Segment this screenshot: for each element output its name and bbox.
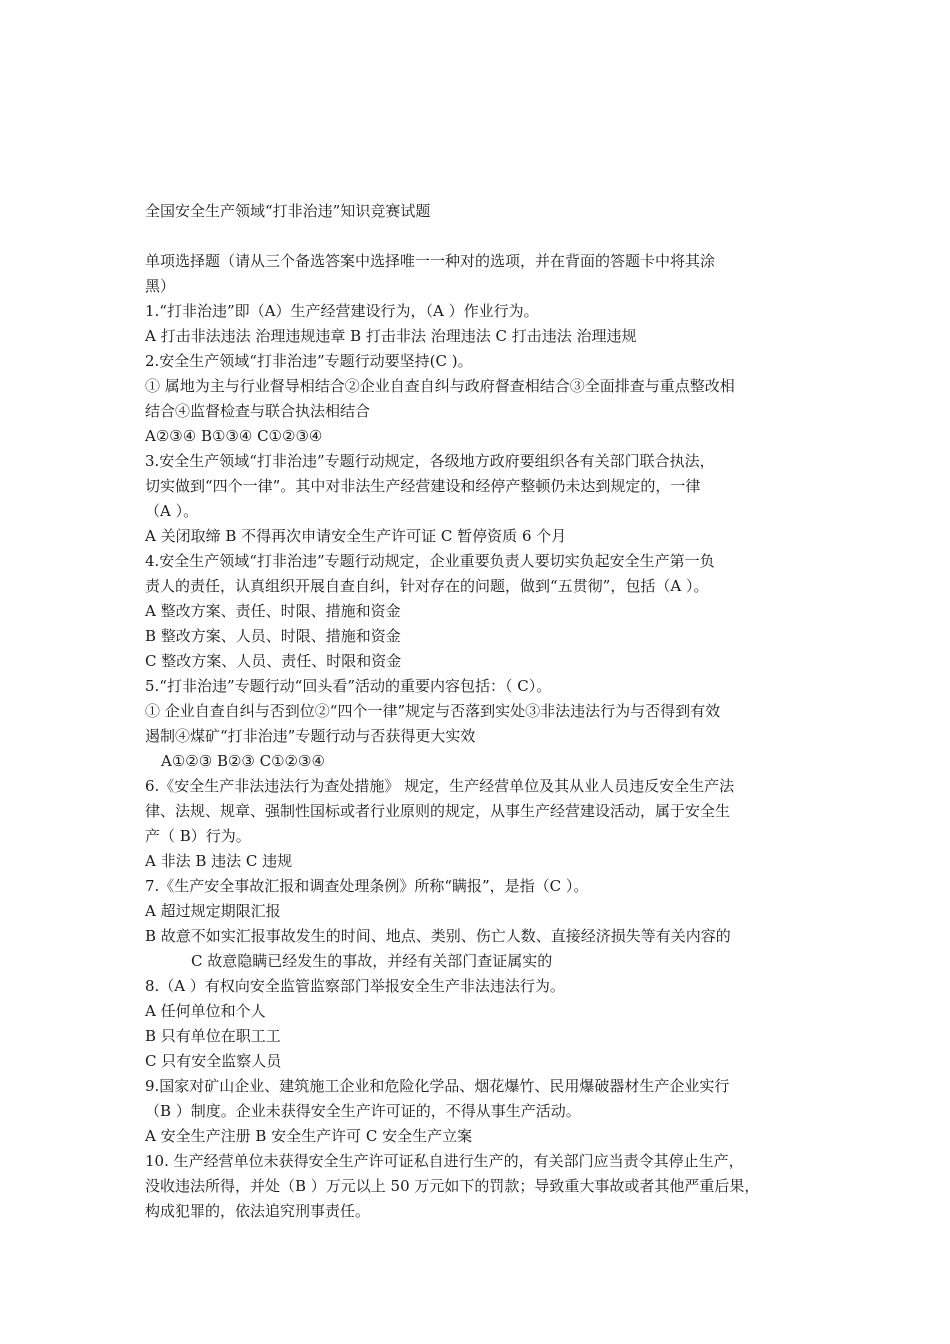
question-3-options: A 关闭取缔 B 不得再次申请安全生产许可证 C 暂停资质 6 个月 [145, 527, 567, 545]
question-10: 10. 生产经营单位未获得安全生产许可证私自进行生产的，有关部门应当责令其停止生产， [145, 1152, 744, 1170]
question-4-option: C 整改方案、人员、责任、时限和资金 [145, 652, 402, 670]
question-1: 1.“打非治违”即（A）生产经营建设行为，（A ）作业行为。 [145, 302, 539, 320]
question-4: 4.安全生产领域“打非治违”专题行动规定，企业重要负责人要切实负起安全生产第一负 [145, 552, 715, 570]
question-8-option: C 只有安全监察人员 [145, 1052, 282, 1070]
question-4-option: B 整改方案、人员、时限、措施和资金 [145, 627, 401, 645]
question-6: 律、法规、规章、强制性国标或者行业原则的规定，从事生产经营建设活动，属于安全生 [145, 802, 731, 820]
question-5-options: A①②③ B②③ C①②③④ [161, 752, 325, 770]
question-8-option: A 任何单位和个人 [145, 1002, 266, 1020]
question-3: 切实做到“四个一律”。其中对非法生产经营建设和经停产整顿仍未达到规定的，一律 [145, 477, 701, 495]
question-4-option: A 整改方案、责任、时限、措施和资金 [145, 602, 401, 620]
document-title: 全国安全生产领域“打非治违”知识竞赛试题 [145, 202, 431, 220]
question-5: 5.“打非治违”专题行动“回头看”活动的重要内容包括：（ C）。 [145, 677, 552, 695]
instruction-line: 单项选择题（请从三个备选答案中选择唯一一种对的选项，并在背面的答题卡中将其涂 [145, 252, 716, 270]
question-10: 构成犯罪的，依法追究刑事责任。 [145, 1202, 371, 1220]
question-1-options: A 打击非法违法 治理违规违章 B 打击非法 治理违法 C 打击违法 治理违规 [145, 327, 637, 345]
question-7: 7.《生产安全事故汇报和调查处理条例》所称“瞒报”，是指（C ）。 [145, 877, 589, 895]
document-body [145, 199, 815, 1224]
question-2-statements: ① 属地为主与行业督导相结合②企业自查自纠与政府督查相结合③全面排查与重点整改相 [145, 377, 735, 395]
question-9: 9.国家对矿山企业、建筑施工企业和危险化学品、烟花爆竹、民用爆破器材生产企业实行 [145, 1077, 730, 1095]
question-9: （B ）制度。企业未获得安全生产许可证的，不得从事生产活动。 [145, 1102, 581, 1120]
question-7-option: C 故意隐瞒已经发生的事故，并经有关部门查证属实的 [191, 952, 553, 970]
question-2-statements: 结合④监督检查与联合执法相结合 [145, 402, 371, 420]
question-6-options: A 非法 B 违法 C 违规 [145, 852, 293, 870]
question-8-option: B 只有单位在职工工 [145, 1027, 281, 1045]
question-4: 责人的责任，认真组织开展自查自纠，针对存在的问题，做到“五贯彻”，包括（A ）。 [145, 577, 709, 595]
question-5-statements: ① 企业自查自纠与否到位②“四个一律”规定与否落到实处③非法违法行为与否得到有效 [145, 702, 721, 720]
question-6: 产（ B）行为。 [145, 827, 251, 845]
question-9-options: A 安全生产注册 B 安全生产许可 C 安全生产立案 [145, 1127, 473, 1145]
question-3: 3.安全生产领域“打非治违”专题行动规定，各级地方政府要组织各有关部门联合执法， [145, 452, 715, 470]
question-2: 2.安全生产领域“打非治违”专题行动要坚持(C )。 [145, 352, 473, 370]
question-6: 6.《安全生产非法违法行为查处措施》 规定，生产经营单位及其从业人员违反安全生产法 [145, 777, 735, 795]
question-5-statements: 遏制④煤矿“打非治违”专题行动与否获得更大实效 [145, 727, 476, 745]
question-2-options: A②③④ B①③④ C①②③④ [145, 427, 323, 445]
question-7-option: A 超过规定期限汇报 [145, 902, 281, 920]
question-3: （A ）。 [145, 502, 199, 520]
instruction-line: 黑） [145, 277, 176, 295]
question-8: 8.（A ）有权向安全监管监察部门举报安全生产非法违法行为。 [145, 977, 565, 995]
question-10: 没收违法所得，并处（B ）万元以上 50 万元如下的罚款；导致重大事故或者其他严重后果， [145, 1177, 760, 1195]
question-7-option: B 故意不如实汇报事故发生的时间、地点、类别、伤亡人数、直接经济损失等有关内容的 [145, 927, 731, 945]
